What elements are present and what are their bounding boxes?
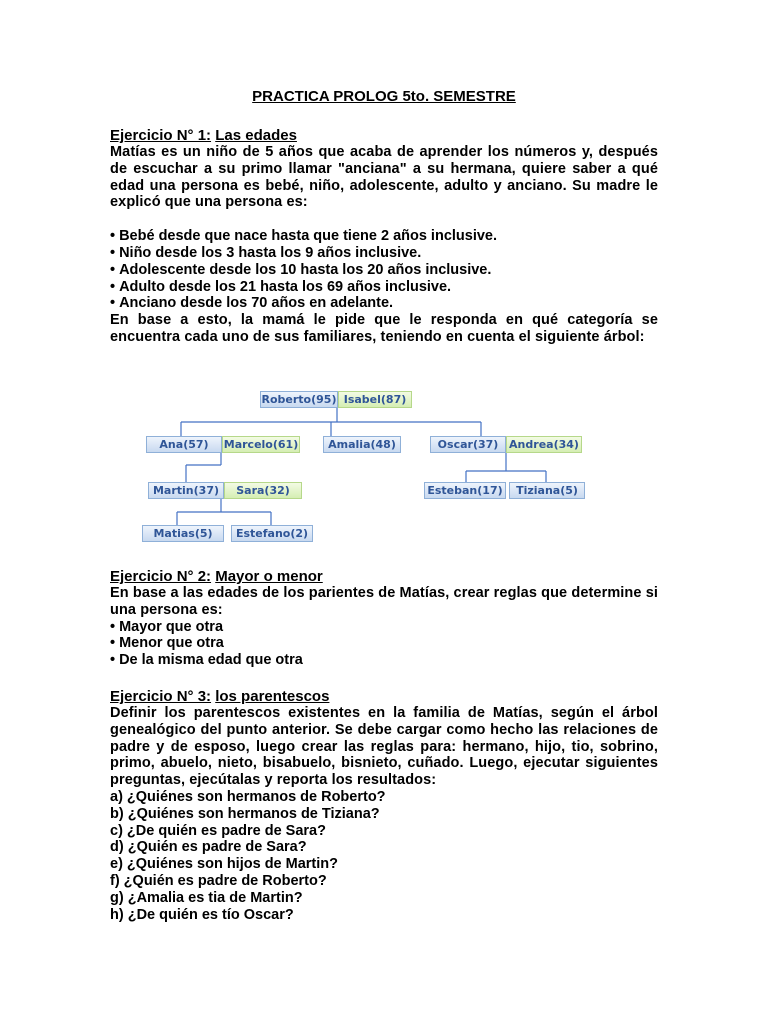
tree-node-marcelo: Marcelo(61)	[223, 438, 299, 451]
list-item: • Adolescente desde los 10 hasta los 20 años inclusive.	[110, 261, 492, 278]
question-item: a) ¿Quiénes son hermanos de Roberto?	[110, 788, 386, 805]
exercise-3-heading-topic: los parentescos	[215, 688, 330, 705]
question-item: f) ¿Quién es padre de Roberto?	[110, 872, 327, 889]
exercise-2	[110, 568, 658, 669]
family-tree	[140, 385, 600, 550]
tree-node-martin: Martin(37)	[148, 482, 224, 499]
question-item: e) ¿Quiénes son hijos de Martin?	[110, 856, 338, 873]
list-item: • Adulto desde los 21 hasta los 69 años inclusive.	[110, 278, 452, 295]
exercise-3-heading	[110, 688, 658, 705]
exercise-1-outro: En base a esto, la mamá le pide que le responda en qué categoría se encuentra cada uno de sus familiares, teniendo en cuenta el siguiente árbol:	[110, 312, 658, 345]
exercise-2-heading	[110, 568, 658, 585]
tree-node-amalia: Amalia(48)	[323, 436, 401, 453]
tree-node-oscar: Oscar(37)	[430, 436, 506, 453]
tree-node-tiziana: Tiziana(5)	[509, 482, 585, 499]
exercise-1-heading-prefix: Ejercicio N° 1:	[110, 127, 212, 144]
list-item: • Bebé desde que nace hasta que tiene 2 años inclusive.	[110, 228, 498, 245]
list-item: • Menor que otra	[110, 635, 224, 652]
exercise-3-intro: Definir los parentescos existentes en la familia de Matías, según el árbol genealógico del punto anterior. Se debe cargar como hecho las relaciones de padre y de esposo, luego crear las reglas para: hermano, hijo, tio, sobrino, primo, abuelo, nieto, bisabuelo, bisnieto, cuñado. Luego, ejecutar siguientes preguntas, ejecútalas y reporta los resultados:	[110, 705, 658, 789]
exercise-2-heading-topic: Mayor o menor	[215, 568, 323, 585]
exercise-1-heading-topic: Las edades	[215, 127, 297, 144]
exercise-3-heading-prefix: Ejercicio N° 3:	[110, 688, 212, 705]
question-item: g) ¿Amalia es tia de Martin?	[110, 889, 303, 906]
list-item: • De la misma edad que otra	[110, 652, 303, 669]
tree-node-ana: Ana(57)	[146, 436, 222, 453]
tree-node-andrea: Andrea(34)	[506, 436, 582, 453]
tree-node-isabel: Isabel(87)	[338, 391, 412, 408]
tree-node-matias: Matias(5)	[142, 525, 224, 542]
exercise-1	[110, 127, 658, 346]
list-item: • Anciano desde los 70 años en adelante.	[110, 295, 394, 312]
exercise-2-intro: En base a las edades de los parientes de Matías, crear reglas que determine si una persona es:	[110, 585, 658, 618]
list-item: • Mayor que otra	[110, 618, 224, 635]
question-item: h) ¿De quién es tío Oscar?	[110, 906, 294, 923]
tree-node-roberto: Roberto(95)	[261, 393, 337, 406]
exercise-2-heading-prefix: Ejercicio N° 2:	[110, 568, 212, 585]
exercise-1-intro: Matías es un niño de 5 años que acaba de aprender los números y, después de escuchar a su primo llamar "anciana" a su hermana, quiere saber a qué edad una persona es bebé, niño, adolescente, adulto y anciano. Su madre le explicó que una persona es:	[110, 144, 658, 211]
page-title: PRACTICA PROLOG 5to. SEMESTRE	[252, 88, 516, 105]
tree-node-sara: Sara(32)	[224, 482, 302, 499]
exercise-1-heading	[110, 127, 658, 144]
tree-node-esteban: Esteban(17)	[424, 482, 506, 499]
list-item: • Niño desde los 3 hasta los 9 años inclusive.	[110, 244, 422, 261]
question-item: c) ¿De quién es padre de Sara?	[110, 822, 326, 839]
question-item: b) ¿Quiénes son hermanos de Tiziana?	[110, 805, 380, 822]
question-item: d) ¿Quién es padre de Sara?	[110, 839, 307, 856]
tree-node-estefano: Estefano(2)	[231, 525, 313, 542]
exercise-3	[110, 688, 658, 923]
